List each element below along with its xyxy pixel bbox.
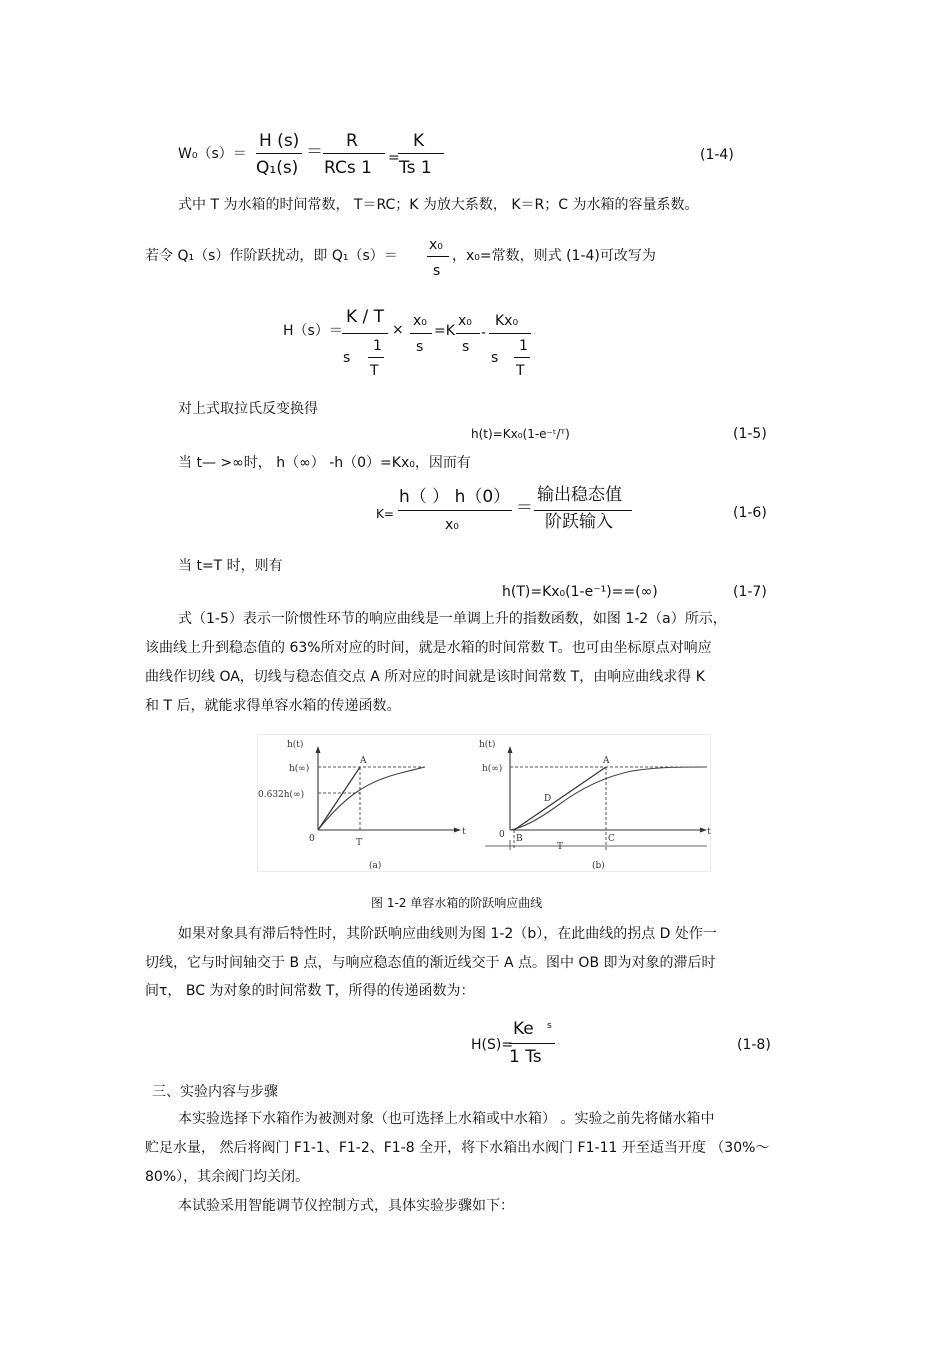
- step-frac-num: x₀: [429, 237, 443, 253]
- fraction-bar: [398, 153, 444, 154]
- eq14-den3: Ts 1: [399, 158, 432, 178]
- fraction-bar: [410, 333, 432, 334]
- eq16-eq: ＝: [516, 498, 533, 518]
- eqH-minus: -: [481, 325, 487, 341]
- caption-a: (a): [369, 861, 382, 871]
- eqH-f1-num: K / T: [346, 307, 385, 327]
- eq16-tag: (1-6): [733, 505, 767, 521]
- fraction-bar: [256, 153, 302, 154]
- eqH-lhs: H（s）＝: [283, 323, 343, 339]
- origin-a: 0: [309, 834, 315, 844]
- point-B-b: B: [516, 834, 523, 844]
- caption-b: (b): [592, 861, 605, 871]
- para3-line: 本实验选择下水箱作为被测对象（也可选择上水箱或中水箱） 。实验之前先将储水箱中: [178, 1111, 715, 1127]
- eqH-f2-num: x₀: [413, 313, 427, 329]
- eqH-f3-den: s: [462, 339, 470, 355]
- para-when-T: 当 t=T 时，则有: [178, 558, 283, 574]
- eq15-expr: h(t)=Kx₀(1-e⁻ᵗ/ᵀ): [471, 427, 570, 441]
- eq17-tag: (1-7): [733, 584, 767, 600]
- eqH-f2-den: s: [416, 339, 424, 355]
- t-label-a: t: [462, 827, 466, 837]
- eqH-f4-num: Kx₀: [495, 313, 519, 329]
- step-frac-den: s: [433, 263, 441, 279]
- eq14-den2: RCs 1: [324, 158, 372, 178]
- point-D-b: D: [544, 794, 552, 804]
- para-step-lead: 若令 Q₁（s）作阶跃扰动，即 Q₁（s）＝: [145, 248, 398, 264]
- eqH-eq: =K: [434, 323, 455, 339]
- T-label-b: T: [557, 842, 564, 852]
- fraction-bar: [398, 510, 512, 511]
- fraction-bar: [489, 333, 531, 334]
- eq14-eq1: ＝: [306, 142, 323, 162]
- para-laplace: 对上式取拉氏反变换得: [178, 401, 318, 417]
- fraction-bar: [342, 333, 388, 334]
- eq18-tag: (1-8): [737, 1037, 771, 1053]
- eqH-f1-den-d: T: [370, 363, 379, 379]
- para3-line: 80%），其余阀门均关闭。: [145, 1169, 310, 1185]
- eq18-sup: s: [547, 1021, 552, 1031]
- eqH-f1-den-s: s: [343, 350, 351, 366]
- hinf-label-a: h(∞): [289, 764, 310, 774]
- para2-line: 切线，它与时间轴交于 B 点，与响应稳态值的渐近线交于 A 点。图中 OB 即为对象的滞后时: [145, 955, 716, 971]
- eq14-eq2: =: [388, 150, 400, 166]
- eq16-lhs: K=: [376, 507, 394, 521]
- eq14-num1: H (s): [259, 131, 300, 151]
- eq14-num2: R: [346, 131, 358, 151]
- para2-line: 如果对象具有滞后特性时，其阶跃响应曲线则为图 1-2（b），在此曲线的拐点 D 处作一: [178, 926, 717, 942]
- para1-line: 和 T 后，就能求得单容水箱的传递函数。: [145, 698, 401, 714]
- eq16-den: x₀: [445, 517, 459, 533]
- eq15-tag: (1-5): [733, 426, 767, 442]
- fraction-bar: [509, 1043, 555, 1044]
- point-A-a: A: [360, 756, 367, 766]
- hinf-label-b: h(∞): [482, 764, 503, 774]
- eqH-f4-den-d: T: [516, 363, 525, 379]
- eq16-num: h（ ） h（0）: [399, 487, 511, 507]
- para1-line: 曲线作切线 OA，切线与稳态值交点 A 所对应的时间就是该时间常数 T，由响应曲线求得 K: [145, 669, 705, 685]
- para-where: 式中 T 为水箱的时间常数， T＝RC；K 为放大系数， K＝R；C 为水箱的容量系数。: [178, 197, 699, 213]
- fraction-bar: [427, 256, 449, 257]
- step-response-figure: [257, 734, 711, 872]
- fraction-bar: [368, 357, 384, 358]
- para-when-inf: 当 t— >∞时， h（∞） -h（0）=Kx₀，因而有: [178, 455, 471, 471]
- fraction-bar: [456, 333, 480, 334]
- eqH-f1-den-n: 1: [373, 338, 382, 354]
- point-A-b: A: [603, 756, 610, 766]
- fraction-bar: [514, 357, 530, 358]
- figure-frame: [257, 734, 711, 872]
- para3-line: 贮足水量， 然后将阀门 F1-1、F1-2、F1-8 全开，将下水箱出水阀门 F1-11 开至适当开度 （30%～: [145, 1140, 770, 1156]
- h632-label-a: 0.632h(∞): [258, 790, 305, 800]
- eq16-num2: 输出稳态值: [537, 485, 622, 505]
- para4: 本试验采用智能调节仪控制方式，具体实验步骤如下：: [178, 1198, 514, 1214]
- eq14-den1: Q₁(s): [256, 158, 299, 178]
- point-C-b: C: [608, 834, 615, 844]
- fraction-bar: [323, 153, 385, 154]
- t-label-b: t: [707, 827, 711, 837]
- eqH-f4-den-n: 1: [519, 338, 528, 354]
- section-heading: 三、实验内容与步骤: [152, 1084, 278, 1100]
- eq14-tag: (1-4): [700, 147, 734, 163]
- para2-line: 间τ， BC 为对象的时间常数 T，所得的传递函数为：: [145, 983, 475, 999]
- eq17-expr: h(T)=Kx₀(1-e⁻¹)==(∞): [502, 584, 658, 600]
- eq14-lhs: W₀（s）＝: [178, 146, 247, 162]
- eqH-times: ×: [392, 322, 404, 338]
- ylabel-a: h(t): [287, 740, 304, 750]
- eqH-f3-num: x₀: [458, 313, 472, 329]
- ylabel-b: h(t): [479, 740, 496, 750]
- eq18-num: Ke: [513, 1019, 534, 1039]
- para1-line: 式（1-5）表示一阶惯性环节的响应曲线是一单调上升的指数函数，如图 1-2（a）所示，: [178, 611, 727, 627]
- eq14-num3: K: [413, 131, 425, 151]
- T-label-a: T: [356, 838, 363, 848]
- eq16-den2: 阶跃输入: [545, 512, 613, 532]
- origin-b: 0: [499, 830, 505, 840]
- eq18-lhs: H(S)=: [471, 1037, 514, 1053]
- para-step-tail: ，x₀=常数，则式 (1-4)可改写为: [452, 248, 656, 264]
- fraction-bar: [534, 510, 632, 511]
- para1-line: 该曲线上升到稳态值的 63%所对应的时间，就是水箱的时间常数 T。也可由坐标原点对响应: [145, 640, 712, 656]
- figure-caption: 图 1-2 单容水箱的阶跃响应曲线: [371, 896, 543, 910]
- eqH-f4-den-s: s: [491, 350, 499, 366]
- eq18-den: 1 Ts: [509, 1047, 542, 1067]
